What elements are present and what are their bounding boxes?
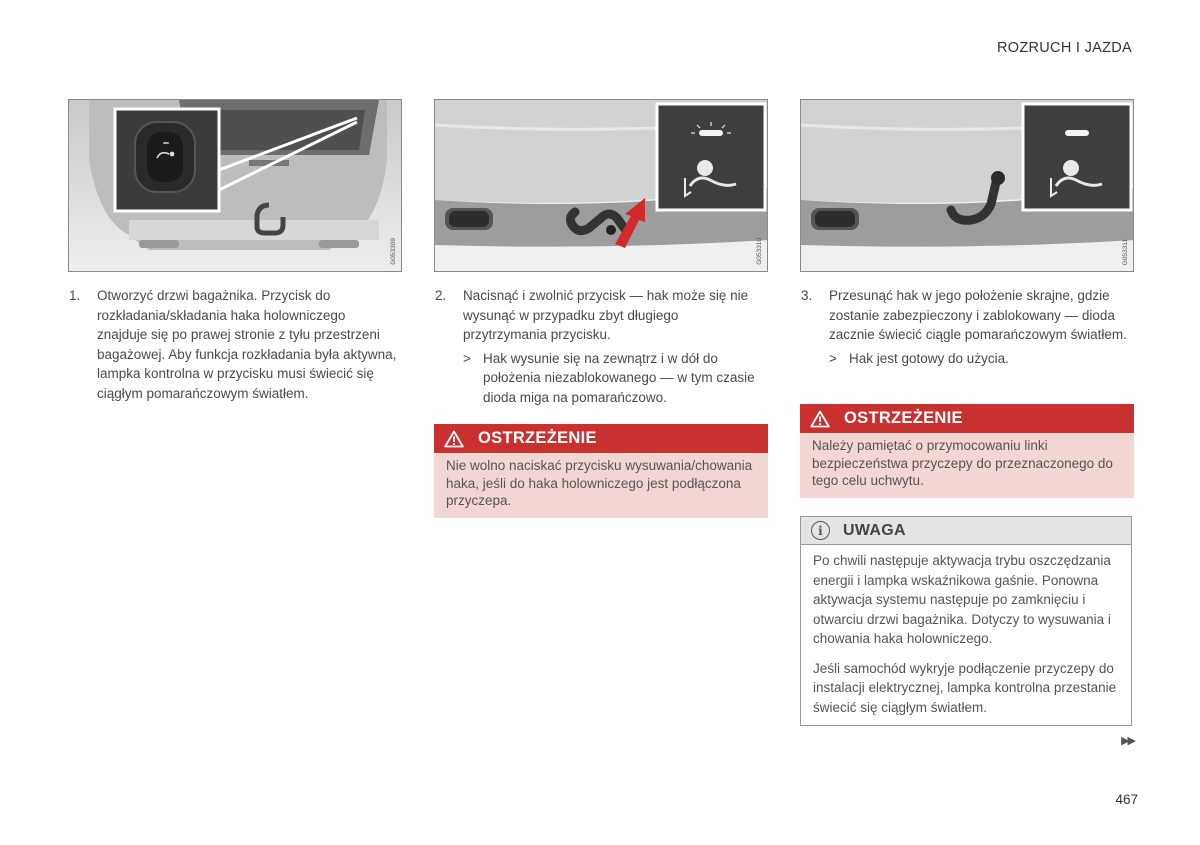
column-step-2 bbox=[435, 286, 765, 407]
note-title: UWAGA bbox=[843, 521, 906, 539]
page-number: 467 bbox=[1115, 792, 1138, 807]
step-number: 2. bbox=[435, 288, 447, 303]
section-title: ROZRUCH I JAZDA bbox=[997, 40, 1132, 56]
warning-header bbox=[434, 424, 768, 453]
figure-trunk-button bbox=[68, 99, 402, 272]
step-number: 3. bbox=[801, 288, 813, 303]
warning-triangle-icon bbox=[444, 430, 464, 448]
note-paragraph: Po chwili następuje aktywacja trybu oszczędzania energii i lampka wskaźnikowa gaśnie. Ponowna aktywacja systemu następuje po zamknięciu i otwarciu drzwi bagażnika. Dotyczy to wysuwania i chowania haka holowniczego. bbox=[813, 553, 1111, 646]
figure-code: G053311 bbox=[1122, 238, 1129, 265]
note-header bbox=[801, 517, 1131, 545]
step-2-result bbox=[435, 349, 765, 408]
step-3 bbox=[801, 286, 1131, 345]
step-number: 1. bbox=[69, 288, 81, 303]
step-1 bbox=[69, 286, 397, 403]
result-text: Hak wysunie się na zewnątrz i w dół do położenia niezablokowanego — w tym czasie dioda miga na pomarańczowo. bbox=[483, 350, 755, 405]
hook-extending-illustration bbox=[435, 100, 768, 272]
warning-text: Nie wolno naciskać przycisku wysuwania/chowania haka, jeśli do haka holowniczego jest podłączona przyczepa. bbox=[446, 458, 753, 508]
figure-hook-extending bbox=[434, 99, 768, 272]
step-text: Otworzyć drzwi bagażnika. Przycisk do rozkładania/składania haka holowniczego znajduje się po prawej stronie z tyłu przestrzeni bagażowej. Aby funkcja rozkładania była aktywna, lampka kontrolna w przycisku musi świecić się ciągłym pomarańczowym światłem. bbox=[97, 288, 397, 401]
trunk-button-illustration bbox=[69, 100, 402, 272]
info-icon: i bbox=[811, 521, 830, 540]
warning-box-2 bbox=[800, 404, 1134, 498]
result-text: Hak jest gotowy do użycia. bbox=[849, 350, 1009, 366]
result-chevron-icon: > bbox=[829, 350, 837, 366]
column-step-1 bbox=[69, 286, 397, 403]
figure-code: G053309 bbox=[390, 238, 397, 265]
warning-header bbox=[800, 404, 1134, 433]
figure-code: G053310 bbox=[756, 238, 763, 265]
note-paragraph: Jeśli samochód wykryje podłączenie przyczepy do instalacji elektrycznej, lampka kontrolna przestanie świecić się ciągłym światłem. bbox=[813, 660, 1117, 715]
warning-title: OSTRZEŻENIE bbox=[478, 429, 597, 447]
column-step-3 bbox=[801, 286, 1131, 368]
warning-box-1 bbox=[434, 424, 768, 518]
double-triangle-right-icon: ▶▶ bbox=[1121, 735, 1134, 747]
result-chevron-icon: > bbox=[463, 350, 471, 366]
warning-title: OSTRZEŻENIE bbox=[844, 409, 963, 427]
hook-locked-illustration bbox=[801, 100, 1134, 272]
step-text: Nacisnąć i zwolnić przycisk — hak może się nie wysunąć w przypadku zbyt długiego przytrzymania przycisku. bbox=[463, 288, 749, 342]
step-text: Przesunąć hak w jego położenie skrajne, gdzie zostanie zabezpieczony i zablokowany — dioda zacznie świecić ciągle pomarańczowym światłem. bbox=[829, 288, 1127, 342]
warning-text: Należy pamiętać o przymocowaniu linki bezpieczeństwa przyczepy do przeznaczonego do tego celu uchwytu. bbox=[812, 438, 1113, 488]
figure-hook-locked bbox=[800, 99, 1134, 272]
note-box bbox=[800, 516, 1132, 726]
warning-triangle-icon bbox=[810, 410, 830, 428]
note-body bbox=[801, 545, 1131, 725]
step-3-result bbox=[801, 349, 1131, 369]
step-2 bbox=[435, 286, 765, 345]
